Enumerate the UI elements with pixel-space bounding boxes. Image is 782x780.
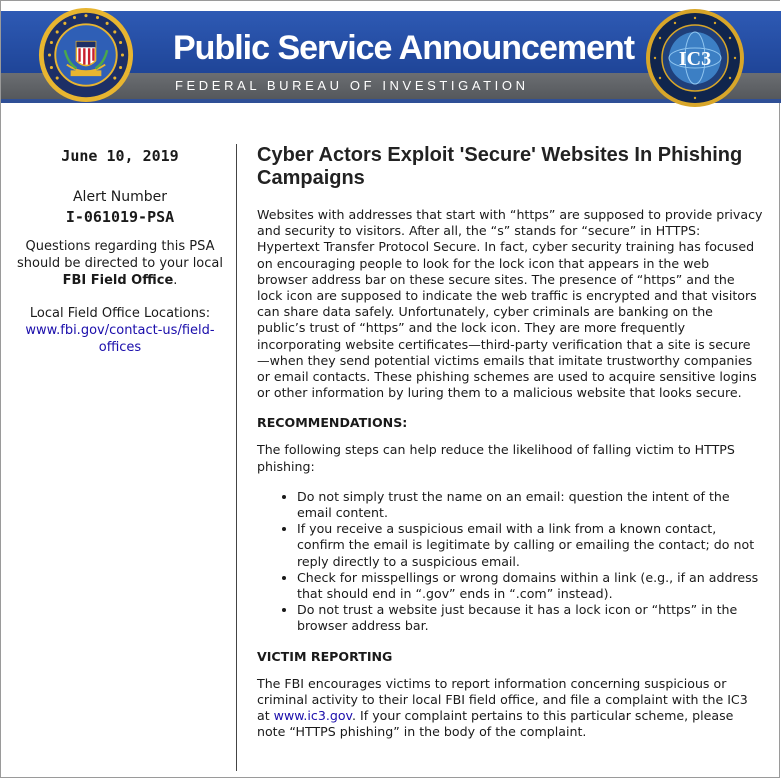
alert-number: I-061019-PSA: [65, 208, 175, 226]
victim-reporting-heading: VICTIM REPORTING: [257, 648, 393, 664]
list-item: • Do not simply trust the name on an email: question the intent of the email content.: [297, 489, 763, 521]
ic3-seal-icon: [645, 8, 745, 108]
reporting-paragraph: [257, 676, 763, 741]
questions-note: [10, 238, 230, 289]
alert-number-label: Alert Number: [72, 189, 167, 205]
agency-name: FEDERAL BUREAU OF INVESTIGATION: [175, 78, 529, 93]
field-offices-link[interactable]: www.fbi.gov/contact-us/field-offices: [25, 323, 215, 355]
list-item: • If you receive a suspicious email with a link from a known contact, confirm the email is legitimate by calling or emailing the contact; do not reply directly to a suspicious email.: [297, 521, 763, 570]
questions-text: Questions regarding this PSA should be directed to your local: [17, 239, 223, 271]
field-office-label: FBI Field Office: [62, 273, 174, 288]
recommendations-list: [257, 489, 763, 635]
field-office-locations: [10, 305, 230, 356]
alert-sidebar: [1, 141, 239, 356]
list-item: • Check for misspellings or wrong domains within a link (e.g., if an address that should end in “.gov” ends in “.com” instead).: [297, 570, 763, 602]
intro-paragraph: Websites with addresses that start with “https” are supposed to provide privacy and security to visitors. After all, the “s” stands for “secure” in HTTPS: Hypertext Transfer Protocol Secure. In fact, cyber security training has focused on encouraging people to look for the lock icon that appears in the web browser address bar on these secure sites. The presence of “https” and the lock icon are supposed to indicate the web traffic is encrypted and that visitors can share data safely. Unfortunately, cyber criminals are banking on the public’s trust of “https” and the lock icon. They are more frequently incorporating website certificates—third-party verification that a site is secure—when they send potential victims emails that imitate trustworthy companies or email contacts. These phishing schemes are used to acquire sensitive logins or other information by luring them to a malicious website that looks secure.: [257, 207, 763, 401]
svg-text:IC3: IC3: [678, 48, 712, 70]
questions-end: .: [173, 273, 178, 288]
list-item: • Do not trust a website just because it has a lock icon or “https” in the browser address bar.: [297, 602, 763, 634]
header-banner: [1, 1, 781, 103]
recommendations-heading: RECOMMENDATIONS:: [257, 415, 408, 431]
column-divider: [236, 144, 237, 771]
article-body: [257, 144, 763, 754]
doj-fbi-seal-icon: [38, 7, 134, 103]
reporting-text-1: The FBI encourages victims to report information concerning suspicious or criminal activity to their local FBI field office, and file a complaint with the IC3 at: [257, 675, 748, 724]
article-headline: Cyber Actors Exploit 'Secure' Websites In Phishing Campaigns: [257, 144, 743, 189]
locations-label: Local Field Office Locations:: [29, 306, 211, 321]
reporting-text-2: . If your complaint pertains to this particular scheme, please note “HTTPS phishing” in the body of the complaint.: [257, 708, 734, 740]
recommendations-intro: The following steps can help reduce the likelihood of falling victim to HTTPS phishing:: [257, 442, 735, 474]
psa-title: Public Service Announcement: [173, 29, 635, 67]
alert-date: June 10, 2019: [61, 147, 179, 165]
ic3-link[interactable]: www.ic3.gov: [273, 708, 353, 724]
